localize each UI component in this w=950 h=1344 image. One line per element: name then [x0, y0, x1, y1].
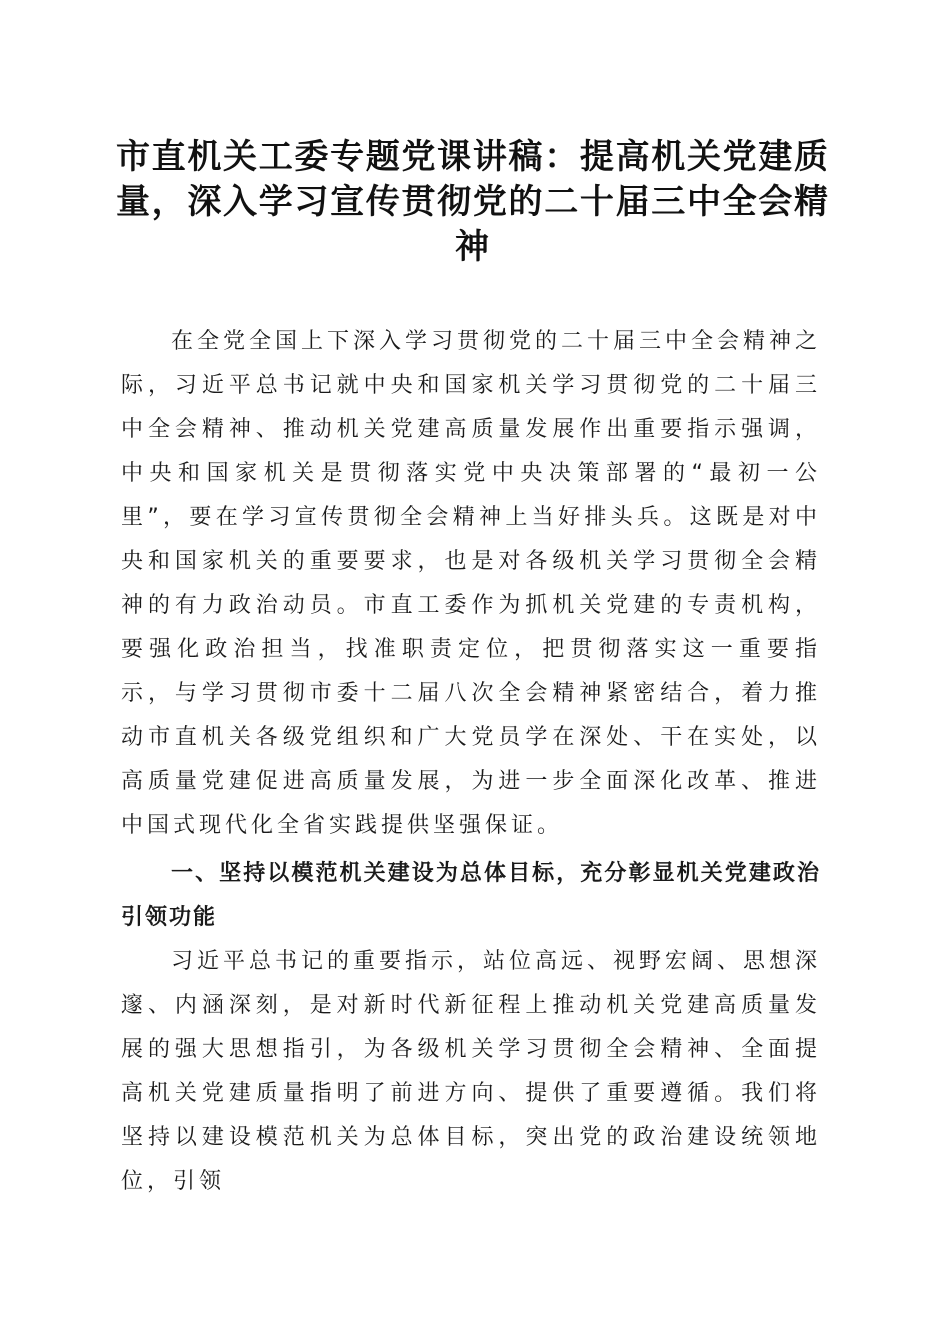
document-title: 市直机关工委专题党课讲稿：提高机关党建质量，深入学习宣传贯彻党的二十届三中全会精神	[116, 137, 828, 267]
section-heading: 一、坚持以模范机关建设为总体目标，充分彰显机关党建政治引领功能	[121, 861, 821, 930]
intro-paragraph: 在全党全国上下深入学习贯彻党的二十届三中全会精神之际，习近平总书记就中央和国家机关学习贯彻党的二十届三中全会精神、推动机关党建高质量发展作出重要指示强调，中央和国家机关是贯彻落实党中央决策部署的“最初一公里”，要在学习宣传贯彻全会精神上当好排头兵。这既是对中央和国家机关的重要要求，也是对各级机关学习贯彻全会精神的有力政治动员。市直工委作为抓机关党建的专责机构，要强化政治担当，找准职责定位，把贯彻落实这一重要指示，与学习贯彻市委十二届八次全会精神紧密结合，着力推动市直机关各级党组织和广大党员学在深处、干在实处，以高质量党建促进高质量发展，为进一步全面深化改革、推进中国式现代化全省实践提供坚强保证。	[121, 329, 822, 838]
section-paragraph: 习近平总书记的重要指示，站位高远、视野宏阔、思想深邃、内涵深刻，是对新时代新征程上推动机关党建高质量发展的强大思想指引，为各级机关学习贯彻全会精神、全面提高机关党建质量指明了前进方向、提供了重要遵循。我们将坚持以建设模范机关为总体目标，突出党的政治建设统领地位，引领	[121, 949, 822, 1194]
